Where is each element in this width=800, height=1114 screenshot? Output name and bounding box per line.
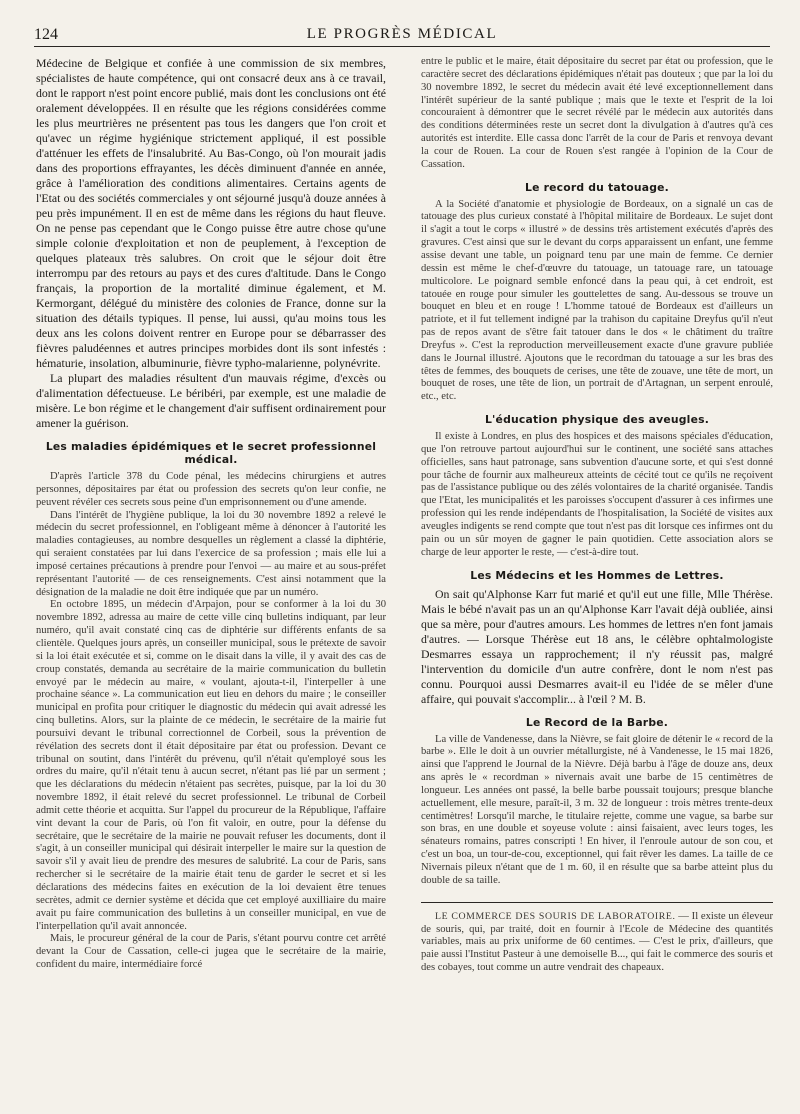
left-column — [36, 56, 386, 972]
congo-article — [36, 56, 386, 431]
section-heading-barbe: Le Record de la Barbe. — [525, 715, 669, 729]
paragraph: Dans l'intérêt de l'hygiène publique, la loi du 30 novembre 1892 a relevé le médecin du secret professionnel, en l'obligeant même à dénoncer à l'autorité les maladies contagieuses, au nombre desquelles un règlement a classé la diphtérie, qui seraient constatées par lui dans l'exercice de sa profession ; mais elle lui a imposé certaines précautions à prendre pour l'envoi — au maire et au sous-préfet représentant l'autorité — de ces renseignements. C'est ainsi notamment que la désignation de la maladie ne doit être indiquée que par un numéro. — [36, 509, 386, 598]
paragraph: On sait qu'Alphonse Karr fut marié et qu'il eut une fille, Mlle Thérèse. Mais le bébé n'avait pas un an qu'Alphonse Karr l'avait déjà oubliée, ainsi que sa mère, pour d'autres amours. Les hommes de lettres n'en font jamais d'autres. — Lorsque Thérèse eut 18 ans, le célèbre ophtalmologiste Desmarres essaya un rapprochement; il n'y réussit pas, malgré l'intervention du domicile d'un autre confrère, dont le nom n'est pas connu. Pourquoi aussi Desmarres avait-il eu l'idée de se mêler d'une affaire, qui pouvait s'accomplir... à l'œil ? M. B. — [421, 586, 773, 706]
note-heading: LE COMMERCE DES SOURIS DE LABORATOIRE. — [435, 910, 676, 922]
section-heading-aveugles: L'éducation physique des aveugles. — [484, 413, 710, 427]
aveugles-article — [421, 431, 773, 559]
paragraph: entre le public et le maire, était dépositaire du secret par état ou profession, que le caractère secret des déclarations épidémiques n'était pas douteux ; que par la loi du 30 novembre 1892, le secret du médecin avait été levé exceptionnellement dans l'intérêt supérieur de la santé publique ; mais que le texte et l'esprit de la loi concouraient à démontrer que le secret révélé par le médecin aux autorités dans des conditions déterminées reste un secret dont la divulgation à d'autres qu'à ces autorités est interdite. Elle cassa donc l'arrêt de la cour de Paris et renvoya devant la cour de Rouen. La cour de Rouen s'est rangée à l'opinion de la Cour de Cassation. — [421, 56, 773, 170]
page-header — [34, 22, 770, 46]
paragraph: Il existe à Londres, en plus des hospices et des maisons spéciales d'éducation, que l'on retrouve partout aujourd'hui sur le continent, une société sans attaches officielles, sans haut patronage, sans subvention d'aucune sorte, et qui s'est donné pour tâche de fournir aux malheureux atteints de cécité tout ce qu'ils ne reçoivent pas de l'assistance publique ou des zélés volontaires de la charité organisée. Tandis que l'Etat, les municipalités et les paroisses s'occupent d'assurer à ces infirmes une profession qui les rende indépendants de l'hospitalisation, la Société de visites aux aveugles indigents se rend compte que tout n'est pas dit lorsque ces infirmes ont du pain ou un sûr moyen de gagner le pain quotidien. Cette association alors se charge de leur apporter le reste, — c'est-à-dire tout. — [421, 431, 774, 558]
section-heading-secret: Les maladies épidémiques et le secret professionnel médical. — [45, 440, 377, 466]
note-text: — Il existe un éleveur de souris, qui, par traité, doit en fournir à l'Ecole de Médecine des quantités variables, mais au prix uniforme de 60 centimes. — C'est le prix, d'ailleurs, que paie aussi l'Institut Pasteur à une demoiselle B..., qui fait le commerce des souris et des cobayes, tout comme un autre vendrait des chapeaux. — [421, 910, 774, 974]
paragraph: A la Société d'anatomie et physiologie de Bordeaux, on a signalé un cas de tatouage des plus curieux constaté à l'hôpital militaire de Bordeaux. Le sujet dont il s'agit a tout le corps « illustré » de dessins très artistement exécutés d'après des gravures. C'est ainsi que sur le devant du corps apparaissent un enfant, une femme assise devant une table, un poignard tenu par une main de femme. Ce dernier dessin est même le chef-d'œuvre du tatouage, un tatouage rare, un tatouage multicolore. Le poignard semble enfoncé dans la peau qui, à cet endroit, est tatouée en rouge pour simuler les gouttelettes de sang. Au-dessous se trouve un bouquet en bleu et en rouge ! L'homme tatoué de Bordeaux est d'ailleurs un patriote, et il fut tellement indigné par la trahison du capitaine Dreyfus qu'il n'eut pas de repos avant de s'être fait tatouer dans le dos « le châtiment du traître Dreyfus ». C'est la reproduction merveilleusement exacte d'une gravure publiée dans le Journal illustré. Ajoutons que le recordman du tatouage a sur les bras des têtes de femmes, des bouquets de cerises, une tête de zouave, une tête de mort, un bouquet de roses, une tête de lion, un portrait de d'Artagnan, un serpent enroulé, etc., etc. — [421, 198, 773, 403]
running-title: LE PROGRÈS MÉDICAL — [306, 26, 498, 42]
paragraph — [421, 911, 773, 975]
paragraph: Mais, le procureur général de la cour de Paris, s'étant pourvu contre cet arrêté devant la Cour de Cassation, celle-ci jugea que le secrétaire de la mairie, confident du maire, intermédiaire forcé — [36, 933, 386, 971]
barbe-article — [421, 734, 773, 888]
paragraph: La plupart des maladies résultent d'un mauvais régime, d'excès ou d'alimentation défectueuse. Le béribéri, par exemple, est une maladie de misère. Le bon régime et le changement d'air suffisent ordinairement pour amener la guérison. — [36, 371, 386, 430]
souris-note — [421, 911, 773, 975]
paragraph: D'après l'article 378 du Code pénal, les médecins chirurgiens et autres personnes, dépositaires par état ou profession des secrets qu'on leur confie, ne peuvent révéler ces secrets sous peine d'un emprisonnement ou d'une amende. — [36, 471, 386, 508]
right-column — [421, 56, 773, 975]
lettres-article — [421, 587, 773, 707]
page-number: 124 — [34, 26, 58, 43]
secret-article — [36, 471, 386, 972]
header-rule — [34, 46, 770, 47]
paragraph: Médecine de Belgique et confiée à une commission de six membres, spécialistes de haute compétence, qui ont consacré deux ans à ce travail, dont le rapport n'est point encore publié, mais dont les conclusions ont été oralement développées. Il en résulte que les régions considérées comme les plus meurtrières ne présentent pas tous les dangers que l'on croit et qu'avec un régime hygiénique strictement appliqué, il est possible d'atténuer les effets de l'insalubrité. Au Bas-Congo, où l'on mourait jadis dans des proportions effrayantes, les décès diminuent d'année en année, grâce à l'amélioration des conditions alimentaires. Certains agents de l'Etat ou des sociétés commerciales y ont séjourné jusqu'à douze années à peu près impunément. Il en est de même dans les régions du haut fleuve. On ne pense pas cependant que le Congo puisse être autre chose qu'une simple colonie d'exploitation et non de peuplement, à l'exception de quelques plateaux très salubres. On croit que le séjour doit être interrompu par des retours au pays et des cures d'altitude. Dans le Congo français, la proportion de la mortalité diminue également, et M. Kermorgant, délégué du ministère des colonies de France, donne sur la situation des détails typiques. Il pense, lui aussi, qu'au moins tous les deux ans les colons doivent rentrer en Europe pour se débarrasser des fièvres paludéennes et autres principes morbides dont ils sont infestés : hématurie, insolation, albuminurie, fièvre typho-malarienne, polynévrite. — [36, 56, 386, 370]
secret-article-continued — [421, 56, 773, 172]
paragraph: La ville de Vandenesse, dans la Nièvre, se fait gloire de détenir le « record de la barbe ». Elle le doit à un ouvrier métallurgiste, né à Vandenesse, le 15 mai 1826, ainsi que l'apprend le Journal de la Nièvre. Déjà barbu à l'âge de douze ans, deux ans après le « recordman » nivernais avait une barbe de 15 centimètres de longueur. Les années ont passé, la belle barbe poussait toujours; presque blanche actuellement, elle mesure, paraît-il, 3 m. 32 de longueur : trois mètres trente-deux centimètres! Lorsqu'il marche, le titulaire rejette, comme une vague, sa barbe sur son bras, en une double et soyeuse volute : ainsi faisaient, avec leurs toges, les sénateurs romains, patres conscripti ! En hiver, il l'enroule autour de son cou, et c'est un boa, un tour-de-cou, exceptionnel, qui fait rêver les dames. La taille de ce Nivernais pileux n'étant que de 1 m. 60, il en résulte que sa barbe atteint plus du double de sa taille. — [421, 733, 773, 886]
section-rule — [421, 902, 773, 903]
section-heading-lettres: Les Médecins et les Hommes de Lettres. — [470, 568, 724, 582]
tatouage-article — [421, 199, 773, 405]
section-heading-tatouage: Le record du tatouage. — [525, 180, 669, 194]
paragraph: En octobre 1895, un médecin d'Arpajon, pour se conformer à la loi du 30 novembre 1892, adressa au maire de cette ville cinq bulletins indiquant, par leur numéro, qu'il avait constaté cinq cas de diphtérie sur différents enfants de sa clientèle. Quelques jours après, un conseiller municipal, sous le prétexte de savoir si la loi était exécutée et si, comme on le disait dans la ville, il y avait des cas de croup constatés, demanda au secrétaire de la mairie communication du bulletin envoyé par le médecin au maire, « voulant, ajouta-t-il, l'interpeller à une prochaine séance ». La communication eut lieu en dehors du maire ; le conseiller municipal en profita pour critiquer le diagnostic du médecin qui avait adressé les cinq bulletins. Alors, sur la plainte de ce médecin, le secrétaire de la mairie fut poursuivi devant le tribunal correctionnel de Corbeil, sous la prévention de révélation des secrets dont il était dépositaire par état ou profession. Devant ce tribunal on soutint, dans l'intérêt du prévenu, qu'il n'était qu'employé sous les ordres du maire, qu'il n'était tenu à aucun secret, n'étant pas lié par un serment ; que les déclarations du médecin n'étaient pas secrètes, puisque, par la loi du 30 novembre 1892, il était relevé du secret professionnel. Le tribunal de Corbeil admit cette théorie et acquitta. Sur l'appel du procureur de la République, l'affaire vint devant la cour de Paris, où l'on fit valoir, en outre, pour la défense du secrétaire, que le secrétaire de la mairie ne pouvait refuser les documents, dont il s'agit, à un conseiller municipal qui désirait interpeller le maire sur la question de savoir s'il y avait lieu de prendre des mesures de salubrité. La cour de Paris, sans rechercher si le secrétaire de la mairie était tenu de garder le secret et si les déclarations des médecins faites en exécution de la loi devaient être tenues secrètes, admit ce dernier système et décida que cet employé auxilliaire du maire avait pu faire communication des bulletins à un conseiller municipal, en vue de l'interpellation qu'il avait annoncée. — [36, 599, 386, 932]
